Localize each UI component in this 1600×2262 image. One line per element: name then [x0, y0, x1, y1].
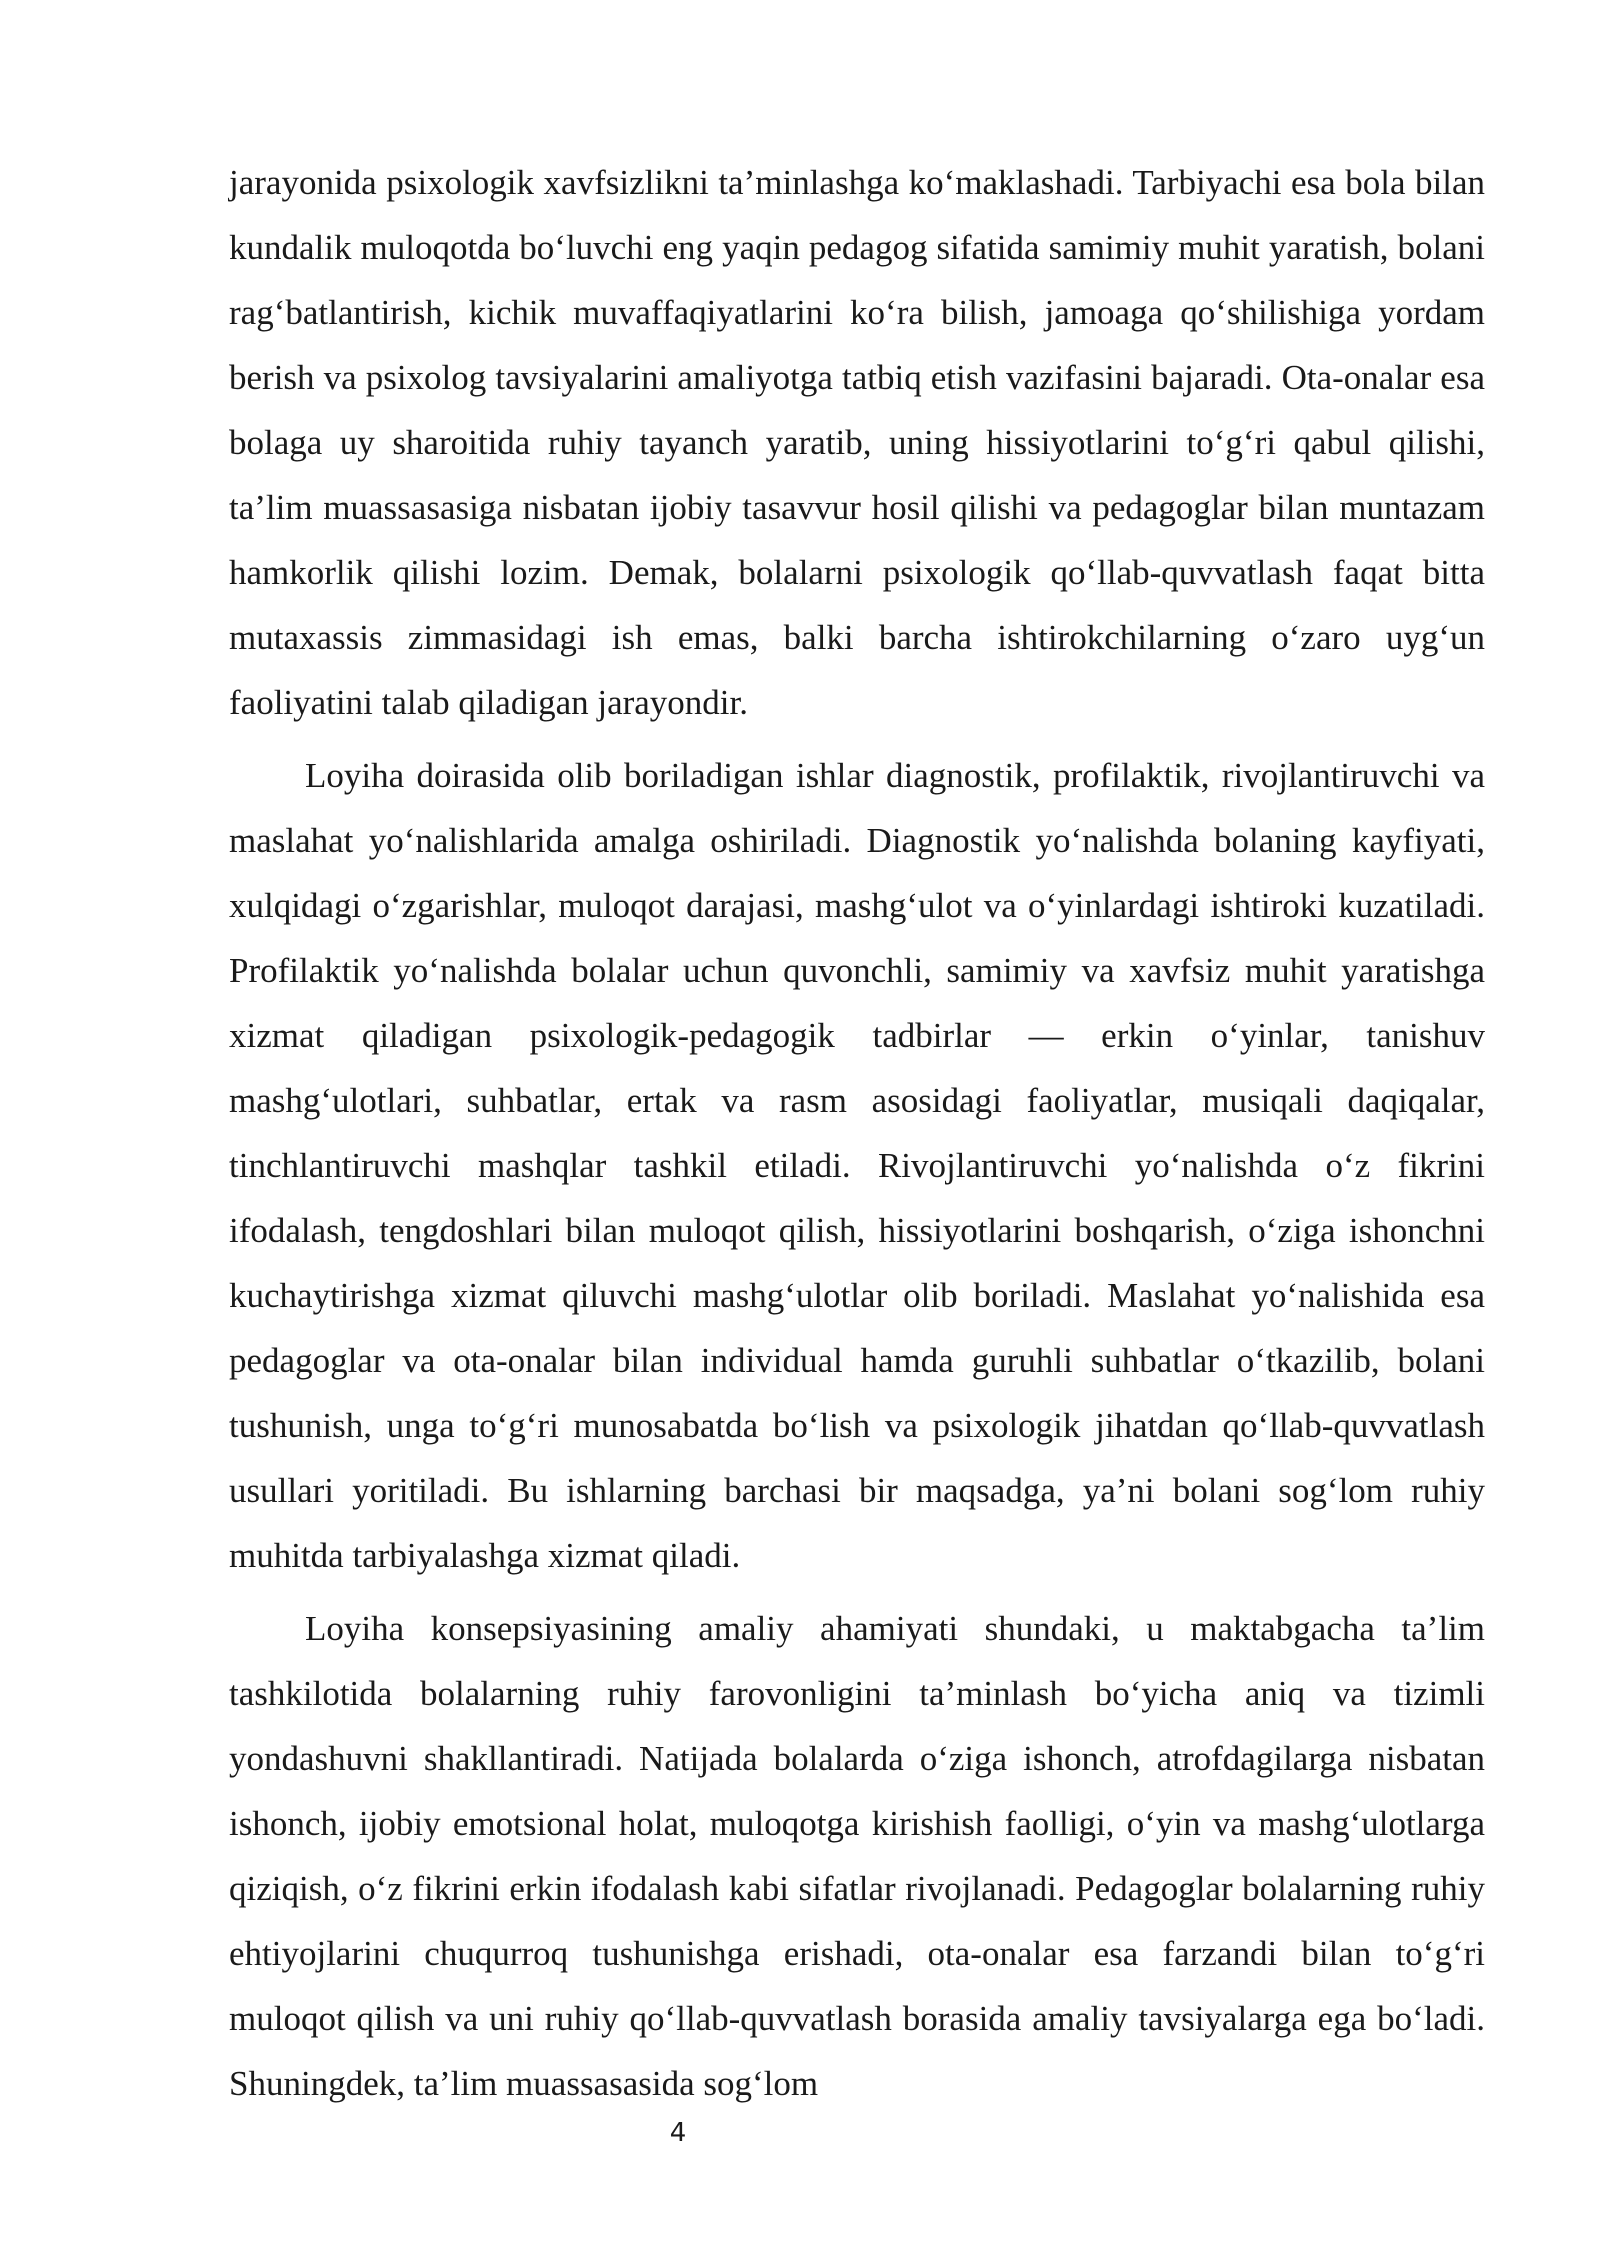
paragraph-3: Loyiha konsepsiyasining amaliy ahamiyati shundaki, u maktabgacha ta’lim tashkilotida bolalarning ruhiy farovonligini ta’minlash bo‘yicha aniq va tizimli yondashuvni shakllantiradi. Natijada bolalarda o‘ziga ishonch, atrofdagilarga nisbatan ishonch, ijobiy emotsional holat, muloqotga kirishish faolligi, o‘yin va mashg‘ulotlarga qiziqish, o‘z fikrini erkin ifodalash kabi sifatlar rivojlanadi. Pedagoglar bolalarning ruhiy ehtiyojlarini chuqurroq tushunishga erishadi, ota-onalar esa farzandi bilan to‘g‘ri muloqot qilish va uni ruhiy qo‘llab-quvvatlash borasida amaliy tavsiyalarga ega bo‘ladi. Shuningdek, ta’lim muassasasida sog‘lom — [229, 1609, 1485, 2103]
paragraph-1: jarayonida psixologik xavfsizlikni ta’minlashga ko‘maklashadi. Tarbiyachi esa bola bilan kundalik muloqotda bo‘luvchi eng yaqin pedagog sifatida samimiy muhit yaratish, bolani rag‘batlantirish, kichik muvaffaqiyatlarini ko‘ra bilish, jamoaga qo‘shilishiga yordam berish va psixolog tavsiyalarini amaliyotga tatbiq etish vazifasini bajaradi. Ota-onalar esa bolaga uy sharoitida ruhiy tayanch yaratib, uning hissiyotlarini to‘g‘ri qabul qilishi, ta’lim muassasasiga nisbatan ijobiy tasavvur hosil qilishi va pedagoglar bilan muntazam hamkorlik qilishi lozim. Demak, bolalarni psixologik qo‘llab-quvvatlash faqat bitta mutaxassis zimmasidagi ish emas, balki barcha ishtirokchilarning o‘zaro uyg‘un faoliyatini talab qiladigan jarayondir. — [229, 163, 1485, 722]
paragraph-2: Loyiha doirasida olib boriladigan ishlar diagnostik, profilaktik, rivojlantiruvchi va maslahat yo‘nalishlarida amalga oshiriladi. Diagnostik yo‘nalishda bolaning kayfiyati, xulqidagi o‘zgarishlar, muloqot darajasi, mashg‘ulot va o‘yinlardagi ishtiroki kuzatiladi. Profilaktik yo‘nalishda bolalar uchun quvonchli, samimiy va xavfsiz muhit yaratishga xizmat qiladigan psixologik-pedagogik tadbirlar — erkin o‘yinlar, tanishuv mashg‘ulotlari, suhbatlar, ertak va rasm asosidagi faoliyatlar, musiqali daqiqalar, tinchlantiruvchi mashqlar tashkil etiladi. Rivojlantiruvchi yo‘nalishda o‘z fikrini ifodalash, tengdoshlari bilan muloqot qilish, hissiyotlarini boshqarish, o‘ziga ishonchni kuchaytirishga xizmat qiluvchi mashg‘ulotlar olib boriladi. Maslahat yo‘nalishida esa pedagoglar va ota-onalar bilan individual hamda guruhli suhbatlar o‘tkazilib, bolani tushunish, unga to‘g‘ri munosabatda bo‘lish va psixologik jihatdan qo‘llab-quvvatlash usullari yoritiladi. Bu ishlarning barchasi bir maqsadga, ya’ni bolani sog‘lom ruhiy muhitda tarbiyalashga xizmat qiladi. — [229, 756, 1485, 1575]
page-number: 4 — [669, 2118, 687, 2148]
body-text — [229, 150, 1485, 2116]
